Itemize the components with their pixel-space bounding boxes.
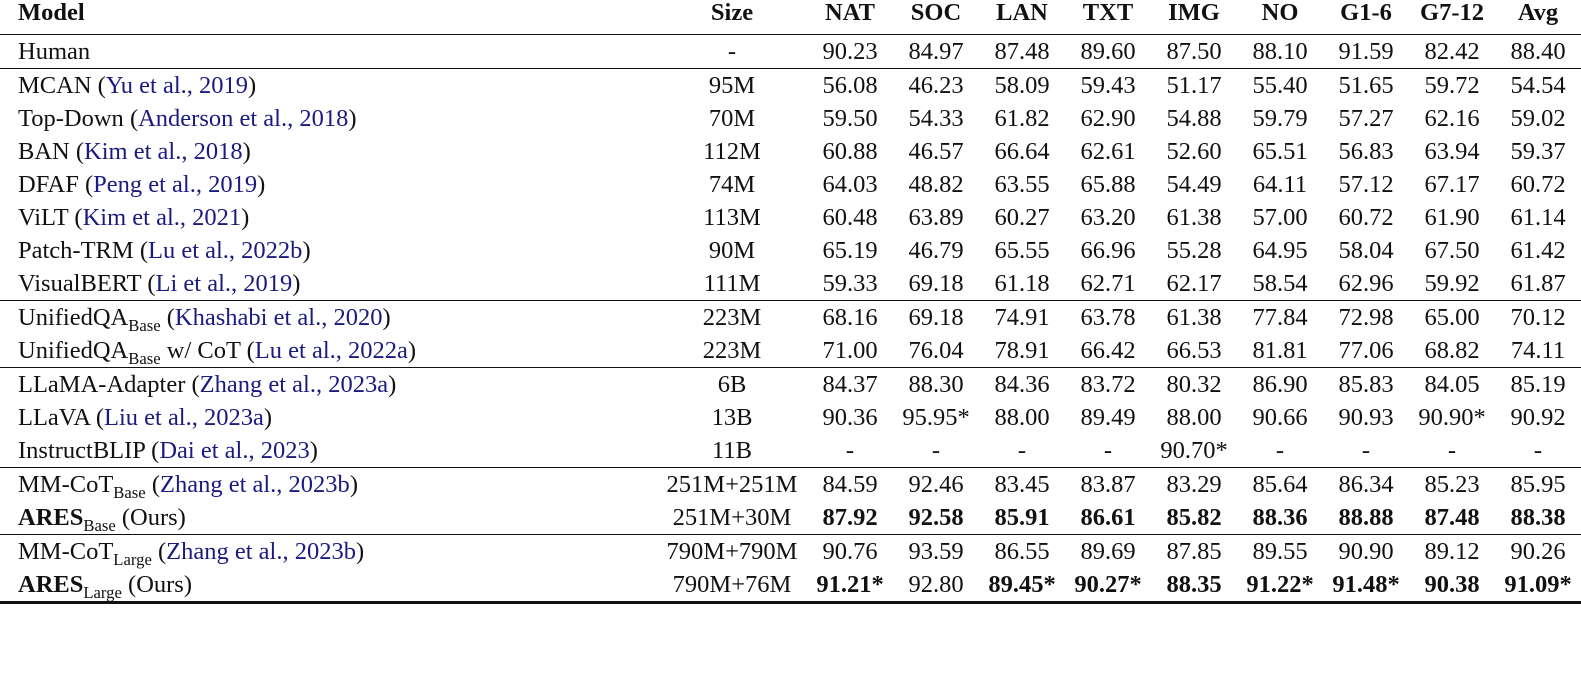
model-cell: UnifiedQA$_{Base}$ (Khashabi et al., 2020) xyxy=(18,304,391,335)
score-cell: 65.19 xyxy=(822,237,878,264)
score-cell: 88.35 xyxy=(1151,568,1237,603)
size-cell: 113M xyxy=(703,204,761,231)
model-name: MM-CoT xyxy=(18,471,114,498)
size-cell: 251M+251M xyxy=(666,471,798,498)
size-cell: 790M+76M xyxy=(657,568,807,603)
citation-link[interactable]: Kim et al., 2021 xyxy=(82,204,242,231)
table-row xyxy=(0,168,1581,201)
score-cell: 91.48* xyxy=(1323,568,1409,603)
score-cell: 86.34 xyxy=(1338,471,1394,498)
header-txt: TXT xyxy=(1082,0,1134,26)
size-cell: - xyxy=(657,35,807,69)
score-cell: 89.69 xyxy=(1080,538,1136,565)
model-suffix: w/ CoT xyxy=(160,337,241,364)
citation-link[interactable]: Anderson et al., 2018 xyxy=(138,105,349,132)
score-cell: 74.11 xyxy=(1495,334,1581,368)
model-suffix: (Ours) xyxy=(121,571,192,598)
score-cell: 57.27 xyxy=(1338,105,1394,132)
table-row xyxy=(0,234,1581,267)
model-name: ARES xyxy=(18,571,84,598)
header-lan: LAN xyxy=(996,0,1048,26)
score-cell: 90.92 xyxy=(1510,404,1566,431)
score-cell: 84.36 xyxy=(994,371,1050,398)
score-cell: 63.89 xyxy=(908,204,964,231)
score-cell: 89.55 xyxy=(1252,538,1308,565)
score-cell: 62.16 xyxy=(1424,105,1480,132)
score-cell: 85.91 xyxy=(979,501,1065,535)
model-name: ARES xyxy=(18,504,84,531)
model-name: MCAN xyxy=(18,72,92,99)
score-cell: 66.96 xyxy=(1080,237,1136,264)
score-cell: 83.45 xyxy=(994,471,1050,498)
score-cell: 58.04 xyxy=(1338,237,1394,264)
score-cell: 87.85 xyxy=(1166,538,1222,565)
size-cell: 6B xyxy=(717,371,747,398)
table-row xyxy=(0,267,1581,301)
table-body xyxy=(0,35,1581,603)
model-name: Human xyxy=(18,38,91,65)
model-name: InstructBLIP xyxy=(18,437,146,464)
model-cell: ViLT (Kim et al., 2021) xyxy=(18,204,250,231)
score-cell: 63.94 xyxy=(1424,138,1480,165)
score-cell: 56.83 xyxy=(1338,138,1394,165)
score-cell: 89.60 xyxy=(1065,35,1151,69)
score-cell: 61.38 xyxy=(1166,304,1222,331)
model-name: ViLT xyxy=(18,204,69,231)
score-cell: 46.23 xyxy=(908,72,964,99)
score-cell: 52.60 xyxy=(1166,138,1222,165)
score-cell: 54.54 xyxy=(1510,72,1566,99)
citation-link[interactable]: Liu et al., 2023a xyxy=(103,404,264,431)
score-cell: 88.00 xyxy=(1166,404,1222,431)
score-cell: 90.76 xyxy=(822,538,878,565)
size-cell: 95M xyxy=(708,72,756,99)
model-cell: LLaMA-Adapter (Zhang et al., 2023a) xyxy=(18,371,397,398)
score-cell: 63.20 xyxy=(1080,204,1136,231)
score-cell: 83.29 xyxy=(1166,471,1222,498)
score-cell: 65.88 xyxy=(1080,171,1136,198)
score-cell: 88.00 xyxy=(994,404,1050,431)
score-cell: 65.00 xyxy=(1424,304,1480,331)
score-cell: 70.12 xyxy=(1510,304,1566,331)
score-cell: - xyxy=(807,434,893,468)
score-cell: 61.42 xyxy=(1510,237,1566,264)
score-cell: 68.82 xyxy=(1409,334,1495,368)
score-cell: 63.78 xyxy=(1080,304,1136,331)
score-cell: 51.17 xyxy=(1166,72,1222,99)
score-cell: 58.54 xyxy=(1237,267,1323,301)
score-cell: 57.12 xyxy=(1338,171,1394,198)
model-name: VisualBERT xyxy=(18,270,142,297)
model-name: BAN xyxy=(18,138,70,165)
size-cell: 223M xyxy=(702,304,762,331)
table-row xyxy=(0,535,1581,569)
model-cell: InstructBLIP (Dai et al., 2023) xyxy=(0,434,657,468)
score-cell: 66.42 xyxy=(1065,334,1151,368)
score-cell: 88.30 xyxy=(908,371,964,398)
score-cell: 84.37 xyxy=(822,371,878,398)
score-cell: 46.79 xyxy=(908,237,964,264)
score-cell: 95.95* xyxy=(902,404,970,431)
score-cell: 55.28 xyxy=(1166,237,1222,264)
score-cell: 59.33 xyxy=(807,267,893,301)
model-variant-subscript: Large xyxy=(83,582,122,602)
score-cell: 64.03 xyxy=(822,171,878,198)
table-row xyxy=(0,102,1581,135)
score-cell: 83.87 xyxy=(1080,471,1136,498)
score-cell: 88.88 xyxy=(1323,501,1409,535)
score-cell: 89.45* xyxy=(979,568,1065,603)
score-cell: 62.17 xyxy=(1151,267,1237,301)
score-cell: 86.55 xyxy=(994,538,1050,565)
score-cell: 46.57 xyxy=(908,138,964,165)
score-cell: 90.70* xyxy=(1151,434,1237,468)
header-soc: SOC xyxy=(910,0,962,26)
score-cell: 56.08 xyxy=(822,72,878,99)
score-cell: 82.42 xyxy=(1409,35,1495,69)
score-cell: 62.71 xyxy=(1065,267,1151,301)
header-img: IMG xyxy=(1168,0,1220,26)
size-cell: 112M xyxy=(703,138,761,165)
score-cell: 90.27* xyxy=(1065,568,1151,603)
score-cell: 66.53 xyxy=(1151,334,1237,368)
score-cell: 83.72 xyxy=(1080,371,1136,398)
size-cell: 223M xyxy=(657,334,807,368)
table-row xyxy=(0,568,1581,603)
citation-link[interactable]: Zhang et al., 2023b xyxy=(159,471,350,498)
score-cell: 90.93 xyxy=(1338,404,1394,431)
score-cell: 71.00 xyxy=(807,334,893,368)
score-cell: 48.82 xyxy=(908,171,964,198)
model-name: UnifiedQA xyxy=(18,304,129,331)
size-cell: 74M xyxy=(708,171,756,198)
score-cell: 87.50 xyxy=(1151,35,1237,69)
score-cell: 88.36 xyxy=(1237,501,1323,535)
score-cell: 88.10 xyxy=(1237,35,1323,69)
score-cell: 61.90 xyxy=(1424,204,1480,231)
score-cell: 88.38 xyxy=(1495,501,1581,535)
size-cell: 251M+30M xyxy=(657,501,807,535)
score-cell: 60.72 xyxy=(1338,204,1394,231)
model-name: LLaMA-Adapter xyxy=(18,371,186,398)
score-cell: 61.82 xyxy=(994,105,1050,132)
score-cell: 72.98 xyxy=(1338,304,1394,331)
score-cell: 64.11 xyxy=(1252,171,1308,198)
score-cell: 90.66 xyxy=(1252,404,1308,431)
citation-link[interactable]: Khashabi et al., 2020 xyxy=(174,304,383,331)
score-cell: - xyxy=(979,434,1065,468)
table-row xyxy=(0,135,1581,168)
score-cell: 91.22* xyxy=(1237,568,1323,603)
score-cell: 84.59 xyxy=(822,471,878,498)
score-cell: 61.14 xyxy=(1510,204,1566,231)
table-row xyxy=(0,35,1581,69)
score-cell: - xyxy=(1495,434,1581,468)
score-cell: 62.61 xyxy=(1080,138,1136,165)
score-cell: 57.00 xyxy=(1252,204,1308,231)
table-row xyxy=(0,401,1581,434)
citation-link[interactable]: Zhang et al., 2023b xyxy=(166,538,356,565)
score-cell: 51.65 xyxy=(1338,72,1394,99)
score-cell: 85.83 xyxy=(1338,371,1394,398)
score-cell: 59.02 xyxy=(1510,105,1566,132)
header-nat: NAT xyxy=(825,0,875,26)
score-cell: 85.95 xyxy=(1510,471,1566,498)
score-cell: 87.48 xyxy=(979,35,1065,69)
table-row xyxy=(0,334,1581,368)
score-cell: 90.26 xyxy=(1510,538,1566,565)
score-cell: 54.88 xyxy=(1166,105,1222,132)
score-cell: 65.51 xyxy=(1252,138,1308,165)
score-cell: 85.64 xyxy=(1252,471,1308,498)
score-cell: - xyxy=(1065,434,1151,468)
score-cell: 67.17 xyxy=(1424,171,1480,198)
score-cell: 59.79 xyxy=(1252,105,1308,132)
score-cell: 59.43 xyxy=(1080,72,1136,99)
score-cell: 62.96 xyxy=(1323,267,1409,301)
score-cell: 69.18 xyxy=(908,304,964,331)
model-cell: Top-Down (Anderson et al., 2018) xyxy=(18,105,357,132)
score-cell: 59.72 xyxy=(1424,72,1480,99)
model-cell xyxy=(0,501,657,535)
score-cell: 85.82 xyxy=(1151,501,1237,535)
score-cell: 88.40 xyxy=(1495,35,1581,69)
size-cell: 111M xyxy=(657,267,807,301)
score-cell: 67.50 xyxy=(1424,237,1480,264)
score-cell: 90.23 xyxy=(807,35,893,69)
table-row xyxy=(0,501,1581,535)
score-cell: 92.58 xyxy=(893,501,979,535)
model-variant-subscript: Base xyxy=(83,515,116,535)
model-suffix: (Ours) xyxy=(115,504,186,531)
score-cell: 61.87 xyxy=(1495,267,1581,301)
table-row xyxy=(0,69,1581,103)
model-cell: UnifiedQA$_{Base}$ w/ CoT (Lu et al., 2022a) xyxy=(0,334,657,368)
header-avg: Avg xyxy=(1517,0,1559,26)
score-cell: 68.16 xyxy=(822,304,878,331)
score-cell: 86.61 xyxy=(1065,501,1151,535)
score-cell: 87.48 xyxy=(1409,501,1495,535)
size-cell: 13B xyxy=(711,404,753,431)
model-cell: BAN (Kim et al., 2018) xyxy=(18,138,251,165)
citation-link[interactable]: Dai et al., 2023 xyxy=(159,437,310,464)
score-cell: 60.72 xyxy=(1510,171,1566,198)
model-cell xyxy=(0,568,657,603)
score-cell: 55.40 xyxy=(1252,72,1308,99)
table-row xyxy=(0,201,1581,234)
score-cell: 92.46 xyxy=(908,471,964,498)
model-name: UnifiedQA xyxy=(18,337,129,364)
header-model: Model xyxy=(18,0,85,26)
score-cell: 89.12 xyxy=(1424,538,1480,565)
score-cell: 63.55 xyxy=(994,171,1050,198)
model-variant-subscript: Base xyxy=(128,315,161,335)
score-cell: 77.06 xyxy=(1323,334,1409,368)
model-name: MM-CoT xyxy=(18,538,114,565)
score-cell: - xyxy=(893,434,979,468)
score-cell: 81.81 xyxy=(1237,334,1323,368)
score-cell: 60.27 xyxy=(994,204,1050,231)
score-cell: 87.92 xyxy=(807,501,893,535)
score-cell: 93.59 xyxy=(908,538,964,565)
score-cell: 78.91 xyxy=(979,334,1065,368)
model-name: DFAF xyxy=(18,171,79,198)
model-cell: MCAN (Yu et al., 2019) xyxy=(18,72,257,99)
citation-link[interactable]: Lu et al., 2022b xyxy=(147,237,303,264)
size-cell: 70M xyxy=(708,105,756,132)
model-variant-subscript: Base xyxy=(113,482,146,502)
score-cell: 54.33 xyxy=(908,105,964,132)
citation-link[interactable]: Kim et al., 2018 xyxy=(84,138,243,165)
citation-link[interactable]: Lu et al., 2022a xyxy=(254,337,408,364)
score-cell: 91.21* xyxy=(807,568,893,603)
score-cell: 58.09 xyxy=(994,72,1050,99)
score-cell: 91.59 xyxy=(1323,35,1409,69)
model-cell: MM-CoT$_{Large}$ (Zhang et al., 2023b) xyxy=(18,538,365,569)
header-g7-12: G7-12 xyxy=(1420,0,1484,26)
score-cell: 90.90* xyxy=(1418,404,1486,431)
score-cell: - xyxy=(1237,434,1323,468)
score-cell: 89.49 xyxy=(1080,404,1136,431)
header-row xyxy=(0,0,1581,35)
model-name: Patch-TRM xyxy=(18,237,134,264)
header-size: Size xyxy=(710,0,754,26)
model-variant-subscript: Base xyxy=(128,348,161,368)
score-cell: 74.91 xyxy=(994,304,1050,331)
model-cell: DFAF (Peng et al., 2019) xyxy=(18,171,266,198)
score-cell: 65.55 xyxy=(994,237,1050,264)
score-cell: 60.88 xyxy=(822,138,878,165)
score-cell: 60.48 xyxy=(822,204,878,231)
score-cell: 90.38 xyxy=(1409,568,1495,603)
score-cell: 59.37 xyxy=(1510,138,1566,165)
table-row xyxy=(0,468,1581,502)
score-cell: 76.04 xyxy=(893,334,979,368)
table-row xyxy=(0,368,1581,402)
score-cell: 66.64 xyxy=(994,138,1050,165)
model-cell: LLaVA (Liu et al., 2023a) xyxy=(18,404,273,431)
score-cell: 69.18 xyxy=(893,267,979,301)
score-cell: 85.23 xyxy=(1424,471,1480,498)
score-cell: 61.18 xyxy=(979,267,1065,301)
citation-link[interactable]: Li et al., 2019 xyxy=(155,270,293,297)
score-cell: 84.05 xyxy=(1424,371,1480,398)
score-cell: - xyxy=(1409,434,1495,468)
score-cell: 62.90 xyxy=(1080,105,1136,132)
model-cell xyxy=(0,35,657,69)
model-cell: VisualBERT (Li et al., 2019) xyxy=(0,267,657,301)
score-cell: 64.95 xyxy=(1252,237,1308,264)
score-cell: 59.92 xyxy=(1409,267,1495,301)
score-cell: 54.49 xyxy=(1166,171,1222,198)
header-g1-6: G1-6 xyxy=(1340,0,1392,26)
score-cell: 59.50 xyxy=(822,105,878,132)
model-cell: Patch-TRM (Lu et al., 2022b) xyxy=(18,237,311,264)
size-cell: 790M+790M xyxy=(666,538,798,565)
score-cell: 91.09* xyxy=(1495,568,1581,603)
size-cell: 90M xyxy=(708,237,756,264)
score-cell: 77.84 xyxy=(1252,304,1308,331)
citation-link[interactable]: Zhang et al., 2023a xyxy=(199,371,389,398)
score-cell: 90.90 xyxy=(1338,538,1394,565)
model-cell: MM-CoT$_{Base}$ (Zhang et al., 2023b) xyxy=(18,471,358,502)
score-cell: 85.19 xyxy=(1510,371,1566,398)
score-cell: 84.97 xyxy=(893,35,979,69)
model-variant-subscript: Large xyxy=(113,549,152,569)
score-cell: - xyxy=(1323,434,1409,468)
score-cell: 61.38 xyxy=(1166,204,1222,231)
header-no: NO xyxy=(1261,0,1299,26)
size-cell: 11B xyxy=(657,434,807,468)
model-name: Top-Down xyxy=(18,105,124,132)
table-row xyxy=(0,301,1581,335)
score-cell: 92.80 xyxy=(893,568,979,603)
model-name: LLaVA xyxy=(18,404,90,431)
score-cell: 80.32 xyxy=(1166,371,1222,398)
score-cell: 86.90 xyxy=(1252,371,1308,398)
score-cell: 90.36 xyxy=(822,404,878,431)
citation-link[interactable]: Yu et al., 2019 xyxy=(105,72,249,99)
citation-link[interactable]: Peng et al., 2019 xyxy=(93,171,258,198)
table-row xyxy=(0,434,1581,468)
